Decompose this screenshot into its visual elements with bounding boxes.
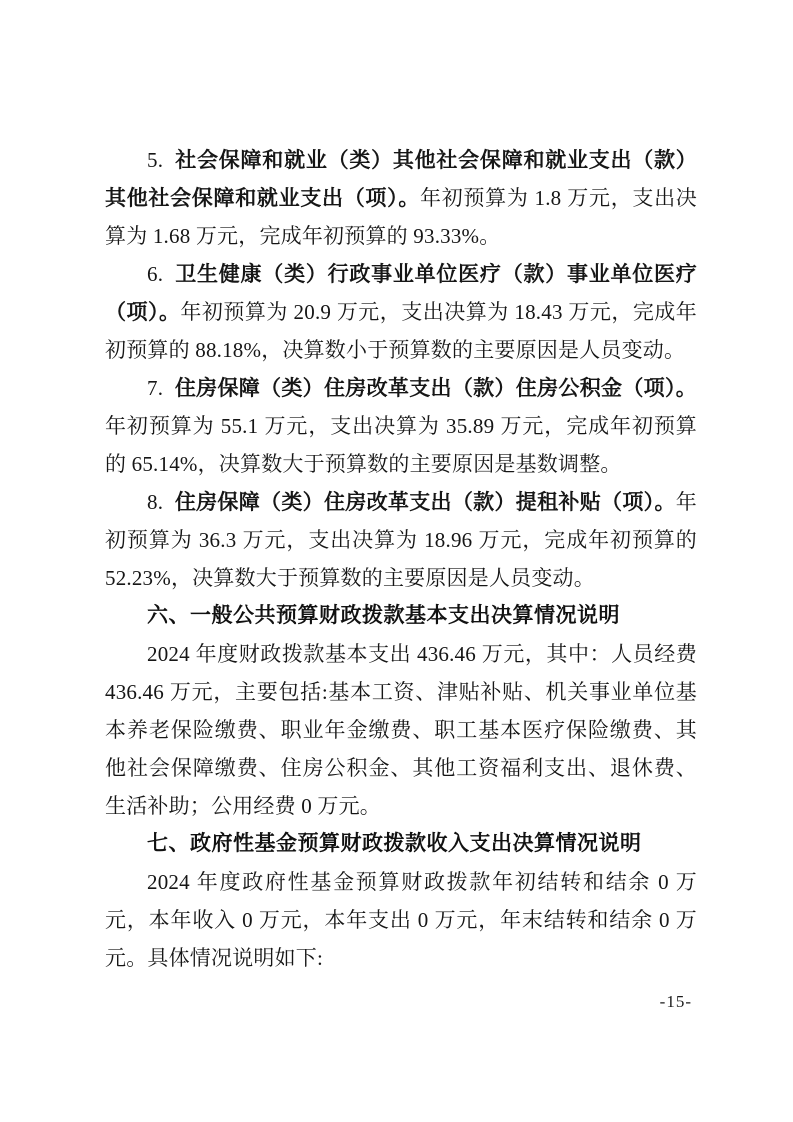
item-number: 8. — [147, 490, 164, 514]
expenditure-item-8 — [105, 483, 697, 597]
item-detail: 年初预算为 1.8 万元，支出决算为 1.68 万元，完成年初预算的 93.33%。 — [105, 186, 698, 248]
item-title: 社会保障和就业（类）其他社会保障和就业支出（款）其他社会保障和就业支出（项）。 — [105, 148, 697, 210]
item-title: 住房保障（类）住房改革支出（款）住房公积金（项）。 — [174, 376, 697, 400]
item-detail: 年初预算为 20.9 万元，支出决算为 18.43 万元，完成年初预算的 88.18%，决算数小于预算数的主要原因是人员变动。 — [105, 300, 697, 362]
item-title: 住房保障（类）住房改革支出（款）提租补贴（项）。 — [174, 490, 676, 514]
expenditure-item-5 — [105, 141, 697, 255]
section-six-paragraph: 2024 年度财政拨款基本支出 436.46 万元，其中：人员经费 436.46 万元，主要包括:基本工资、津贴补贴、机关事业单位基本养老保险缴费、职业年金缴费、职工基本医疗保险缴费、其他社会保障缴费、住房公积金、其他工资福利支出、退休费、生活补助；公用经费 0 万元。 — [105, 642, 697, 818]
expenditure-item-6 — [105, 255, 697, 369]
section-heading-six: 六、一般公共预算财政拨款基本支出决算情况说明 — [147, 604, 620, 627]
section-heading-seven: 七、政府性基金预算财政拨款收入支出决算情况说明 — [147, 832, 642, 855]
item-title: 卫生健康（类）行政事业单位医疗（款）事业单位医疗（项）。 — [105, 262, 697, 324]
item-number: 7. — [147, 376, 164, 400]
item-number: 5. — [147, 148, 164, 172]
section-seven-paragraph: 2024 年度政府性基金预算财政拨款年初结转和结余 0 万元，本年收入 0 万元，本年支出 0 万元，年末结转和结余 0 万元。具体情况说明如下: — [105, 870, 697, 970]
item-number: 6. — [147, 262, 164, 286]
page-number: -15- — [659, 992, 692, 1011]
item-detail: 年初预算为 55.1 万元，支出决算为 35.89 万元，完成年初预算的 65.14%，决算数大于预算数的主要原因是基数调整。 — [105, 414, 697, 476]
expenditure-item-7 — [105, 369, 697, 483]
item-detail: 年初预算为 36.3 万元，支出决算为 18.96 万元，完成年初预算的 52.23%，决算数大于预算数的主要原因是人员变动。 — [105, 490, 697, 590]
document-body — [105, 141, 697, 977]
